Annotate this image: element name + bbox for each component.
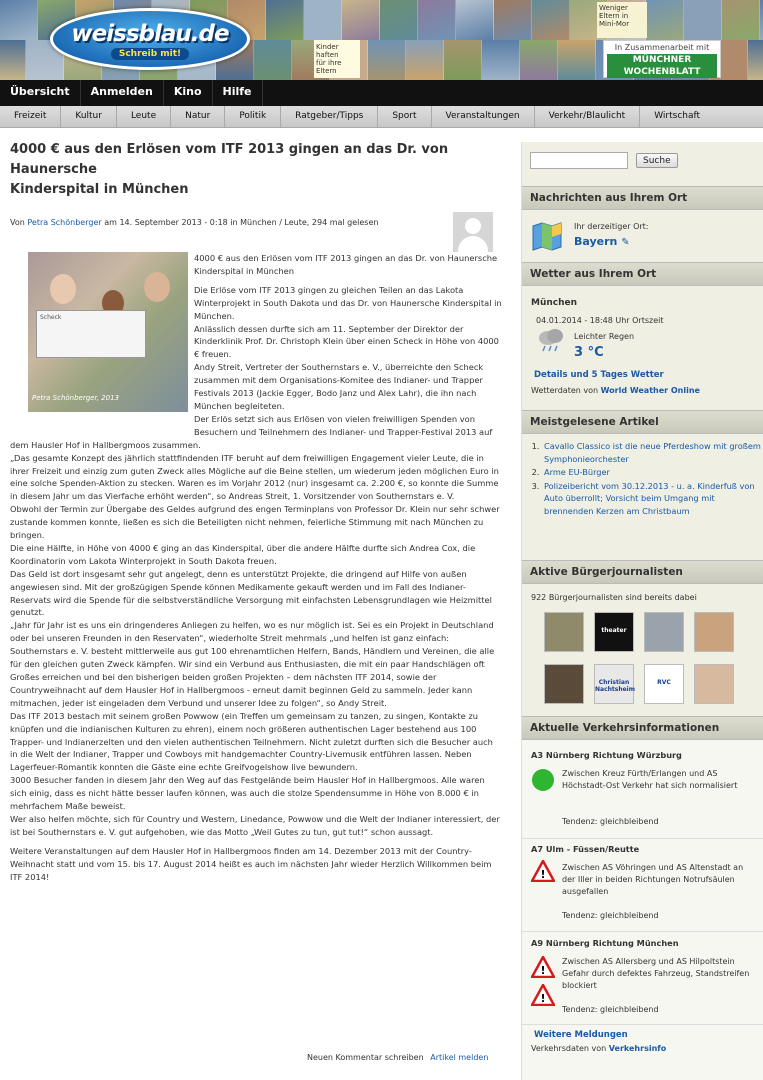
- most-read-list: [522, 434, 763, 518]
- map-icon: [531, 220, 563, 252]
- article-paragraph: Die Erlöse vom ITF 2013 gingen zu gleichen Teilen an das Lakota Winterprojekt in South Dakota und das Dr. von Haunersche Kinderspital in München.: [194, 284, 502, 321]
- category-ratgeber[interactable]: Ratgeber/Tipps: [281, 106, 378, 128]
- header-photo-tile: [482, 40, 520, 80]
- category-natur[interactable]: Natur: [171, 106, 225, 128]
- traffic-message: Zwischen AS Vöhringen und AS Altenstadt an der Iller in beiden Richtungen Notrufsäulen ausgefallen: [562, 863, 744, 896]
- journalist-avatar-label: RVC: [657, 679, 671, 686]
- header-photo-tile: [254, 40, 292, 80]
- sidebar: [521, 142, 763, 1080]
- logo-slogan: Schreib mit!: [111, 48, 189, 60]
- traffic-tendency: Tendenz: gleichbleibend: [562, 1005, 659, 1014]
- weather-city: München: [531, 298, 578, 308]
- journalist-avatar[interactable]: [644, 664, 684, 704]
- header-photo-tile: [646, 0, 684, 40]
- header-photo-tile: [494, 0, 532, 40]
- cheque-graphic: [36, 310, 146, 358]
- traffic-route: A7 Ulm - Füssen/Reutte: [531, 844, 640, 854]
- traffic-ok-icon: [531, 768, 555, 792]
- journalists-box: [522, 560, 763, 714]
- category-sport[interactable]: Sport: [378, 106, 431, 128]
- ad-text: Weniger: [599, 4, 628, 12]
- traffic-route: A9 Nürnberg Richtung München: [531, 938, 679, 948]
- most-read-link[interactable]: Arme EU-Bürger: [544, 467, 610, 478]
- nav-hilfe[interactable]: Hilfe: [213, 80, 263, 106]
- list-item: [542, 480, 763, 518]
- article-paragraph: Das Geld ist dort insgesamt sehr gut angelegt, denn es unterstützt Projekte, die dringend auf Hilfe von außen angewiesen sind. Mit der großzügigen Spende können Medikamente gekauft werden und im Fall des Indianer-Reservats wird die Spende für die selbstverständliche Versorgung mit einfachsten Lebensgrundlagen wie Heizmittel genutzt.: [10, 568, 492, 618]
- journalist-avatar[interactable]: [694, 612, 734, 652]
- article-title-line: Kinderspital in München: [10, 182, 189, 197]
- header-photo-tile: [418, 0, 456, 40]
- article-paragraph: Die eine Hälfte, in Höhe von 4000 € ging an das Kinderspital, über die andere Hälfte durfte sich Andrea Cox, die Koordinatorin vom Lakota Winterprojekt in South Dakota freuen.: [10, 542, 476, 566]
- local-news-heading: Nachrichten aus Ihrem Ort: [522, 186, 763, 210]
- byline-prefix: Von: [10, 218, 25, 227]
- header-photo-tile: [444, 40, 482, 80]
- traffic-message: Zwischen AS Allersberg und AS Hilpoltstein Gefahr durch defektes Fahrzeug, Standstreifen blockiert: [562, 957, 750, 990]
- traffic-message: Zwischen Kreuz Fürth/Erlangen und AS Höchstadt-Ost Verkehr hat sich normalisiert: [562, 769, 738, 790]
- header-photo-tile: [368, 40, 406, 80]
- site-header: [0, 0, 763, 80]
- search-button[interactable]: Suche: [636, 153, 678, 168]
- journalist-avatar[interactable]: [594, 664, 634, 704]
- ad-muenchner-wochenblatt[interactable]: [603, 40, 721, 78]
- ad-kinder-haften[interactable]: [314, 40, 360, 78]
- category-navigation: [0, 106, 763, 128]
- category-leute[interactable]: Leute: [117, 106, 171, 128]
- most-read-link[interactable]: Polizeibericht vom 30.12.2013 - u. a. Kinderfuß von Auto überrollt; Vorsicht beim Umgang mit brennenden Kerzen am Christbaum: [544, 480, 755, 516]
- edit-icon: ✎: [621, 237, 630, 248]
- warning-icon: [531, 860, 555, 882]
- article-paragraph: Wer also helfen möchte, sich für Country und Western, Linedance, Powwow und die Welt der Indianer interessiert, der ist bei Southernstars e. V. gut aufgehoben, wie das Motto „Weil Gutes zu tun, gut tut!“ schon aussagt.: [10, 813, 500, 837]
- ad-text: Eltern: [316, 67, 337, 75]
- header-photo-tile: [520, 40, 558, 80]
- journalist-avatar-label: theater: [601, 627, 627, 634]
- article-paragraph: Das ITF 2013 bestach mit seinem großen Powwow (ein Treffen um gemeinsam zu tanzen, zu singen, Kontakte zu knüpfen und die indianischen Kulturen zu ehren), einem noch größeren authentischen Lager bestehend aus 100 Trapper- und Indianerzelten und den vielen authentischen Teilnehmern. Nicht zuletzt durften sich die Besucher auch in die Welt der Indianer, Trapper und Cowboys mit handgemachter Country-Livemusik entführen lassen. Neben Lagerfeuer-Romantik konnten die Gäste eine echte Greifvogelshow live bewundern.: [10, 710, 493, 773]
- article-paragraph: 3000 Besucher fanden in diesem Jahr den Weg auf das Festgelände beim Hausler Hof in Hallbergmoos. Alle waren sich einig, dass es nicht hätte besser laufen können, was auch die stolze Spendensumme in Höhe von 8.000 € in mehrfachem Maße beweist.: [10, 775, 485, 812]
- journalists-heading: Aktive Bürgerjournalisten: [522, 560, 763, 584]
- journalist-avatar-label: Christian Nachtsheim: [595, 679, 635, 693]
- logo-brand: weissblau.de: [71, 21, 229, 47]
- search-input[interactable]: [530, 152, 628, 169]
- journalist-avatar[interactable]: [644, 612, 684, 652]
- cheque-label: Scheck: [40, 314, 62, 321]
- new-comment-link[interactable]: Neuen Kommentar schreiben: [307, 1053, 424, 1062]
- article-paragraph: „Jahr für Jahr ist es uns ein dringenderes Anliegen zu helfen, wo es nur möglich ist. Sei es ein Projekt in Deutschland oder bei unseren Freunden in den Reservaten“, wiederholte Streit mehrmals „und helfen ist ganz einfach: Southernstars e. V. besteht mittlerweile aus gut 100 ehrenamtlichen Helfern, Bands, Händlern und Vereinen, die alle für den gleichen guten Zweck kämpfen. Wir sind ein Verbund aus Enthusiasten, die mit ein paar Handschlägen oft Großes erreichen und bei den bisherigen beiden großen Projekten – dem nächsten ITF 2014, sowie der Countryweihnacht auf dem Hausler Hof in Hallbergmoos - erneut damit beginnen Geld zu sammeln. Jeder kann mitmachen, jeder ist eingeladen dem Verbund und unserer Idee zu folgen“, so Andy Streit.: [10, 620, 495, 708]
- list-item: [542, 466, 763, 479]
- traffic-heading: Aktuelle Verkehrsinformationen: [522, 716, 763, 740]
- weather-source-prefix: Wetterdaten von: [531, 386, 599, 395]
- local-news-box: [522, 186, 763, 262]
- ad-cooperation-text: In Zusammenarbeit mit: [614, 43, 710, 52]
- weather-datetime: 04.01.2014 - 18:48 Uhr Ortszeit: [536, 316, 664, 325]
- article-photo[interactable]: [28, 252, 188, 412]
- category-verkehr[interactable]: Verkehr/Blaulicht: [535, 106, 641, 128]
- category-kultur[interactable]: Kultur: [61, 106, 117, 128]
- journalist-avatar[interactable]: [694, 664, 734, 704]
- article-paragraph: „Das gesamte Konzept des jährlich stattfindenden ITF beruht auf dem freiwilligen Engagement vieler Leute, die in ihrer Freizeit und einzig zum guten Zweck alles Mögliche auf die Beine stellen, um wiederum jeden möglichen Euro in eine solche Spenden-Aktion zu stecken. Waren es im Vorjahr 2012 (nur) insgesamt ca. 2.200 €, so konnte die Summe in diesem Jahr um das Vierfache erhöht werden“, so Andreas Streit, 1. Vorsitzender von Southernstars e. V.: [10, 452, 499, 502]
- ad-text: Mini-Mor: [599, 20, 630, 28]
- author-link[interactable]: Petra Schönberger: [27, 218, 102, 227]
- photo-credit: Petra Schönberger, 2013: [32, 394, 119, 402]
- most-read-link[interactable]: Cavallo Classico ist die neue Pferdeshow mit großem Symphonieorchester: [544, 441, 761, 464]
- traffic-tendency: Tendenz: gleichbleibend: [562, 817, 659, 826]
- article-paragraph: 4000 € aus den Erlösen vom ITF 2013 gingen an das Dr. von Haunersche Kinderspital in München: [194, 253, 498, 276]
- article-paragraph: Obwohl der Termin zur Übergabe des Geldes aufgrund des engen Terminplans von Professor Dr. Klein nur sehr schwer zustande kommen konnte, ließen es sich die Beteiligten nicht nehmen, feierliche Stimmung mit nach München zu bringen.: [10, 504, 500, 541]
- nav-kino[interactable]: Kino: [164, 80, 213, 106]
- most-read-box: [522, 410, 763, 519]
- category-wirtschaft[interactable]: Wirtschaft: [654, 111, 701, 121]
- header-photo-tile: [684, 0, 722, 40]
- article-title: [10, 140, 505, 200]
- weather-details-link[interactable]: Details und 5 Tages Wetter: [534, 370, 664, 380]
- category-freizeit[interactable]: Freizeit: [0, 106, 61, 128]
- weather-source-link[interactable]: World Weather Online: [600, 386, 700, 395]
- category-veranstaltungen[interactable]: Veranstaltungen: [432, 106, 535, 128]
- report-article-link[interactable]: Artikel melden: [430, 1053, 489, 1062]
- header-photo-tile: [532, 0, 570, 40]
- warning-icon: [531, 956, 555, 978]
- header-photo-tile: [0, 0, 38, 40]
- article-footer-links: [307, 1053, 488, 1062]
- location-label: Ihr derzeitiger Ort:: [574, 222, 649, 231]
- weather-temperature: 3 °C: [574, 345, 604, 360]
- journalists-count: 922 Bürgerjournalisten sind bereits dabei: [531, 593, 697, 602]
- header-photo-tile: [456, 0, 494, 40]
- warning-icon: [531, 984, 555, 1006]
- header-photo-tile: [0, 40, 26, 80]
- header-photo-tile: [342, 0, 380, 40]
- nav-anmelden[interactable]: Anmelden: [81, 80, 164, 106]
- traffic-box: [522, 716, 763, 1080]
- traffic-source-prefix: Verkehrsdaten von: [531, 1044, 607, 1053]
- location-link[interactable]: [574, 235, 630, 248]
- ad-weniger-eltern[interactable]: [597, 2, 647, 38]
- more-traffic-link[interactable]: Weitere Meldungen: [534, 1030, 628, 1040]
- svg-text:!: !: [540, 992, 546, 1005]
- ad-text: Kinder haften: [316, 43, 339, 59]
- category-politik[interactable]: Politik: [225, 106, 281, 128]
- journalist-avatar[interactable]: [544, 612, 584, 652]
- article-paragraph: Anlässlich dessen durfte sich am 11. September der Direktor der Kinderklinik Prof. Dr. Christoph Klein über einen Scheck in Höhe von 4000 € freuen.: [194, 323, 499, 360]
- list-item: [542, 440, 763, 465]
- traffic-tendency: Tendenz: gleichbleibend: [562, 911, 659, 920]
- journalist-avatar[interactable]: [594, 612, 634, 652]
- journalist-avatar[interactable]: [544, 664, 584, 704]
- header-photo-tile: [748, 40, 763, 80]
- partner-logo-line2: WOCHENBLATT: [607, 66, 717, 78]
- traffic-source-link[interactable]: Verkehrsinfo: [608, 1044, 667, 1053]
- header-photo-tile: [558, 40, 596, 80]
- location-name: Bayern: [574, 235, 618, 248]
- byline-meta: am 14. September 2013 - 0:18 in München / Leute, 294 mal gelesen: [104, 218, 379, 227]
- partner-logo-line1: MÜNCHNER: [607, 54, 717, 66]
- traffic-route: A3 Nürnberg Richtung Würzburg: [531, 750, 682, 760]
- most-read-heading: Meistgelesene Artikel: [522, 410, 763, 434]
- header-photo-tile: [304, 0, 342, 40]
- article: [10, 128, 505, 1062]
- svg-text:!: !: [540, 964, 546, 977]
- svg-text:!: !: [540, 868, 546, 881]
- article-title-line: 4000 € aus den Erlösen vom ITF 2013 gingen an das Dr. von Haunersche: [10, 142, 449, 177]
- header-photo-tile: [266, 0, 304, 40]
- weather-heading: Wetter aus Ihrem Ort: [522, 262, 763, 286]
- weather-condition: Leichter Regen: [574, 332, 635, 341]
- traffic-source: [531, 1044, 666, 1053]
- main-navigation: [0, 80, 763, 106]
- ad-text: für ihre: [316, 59, 342, 67]
- ad-text: Eltern in: [599, 12, 629, 20]
- header-photo-tile: [722, 0, 760, 40]
- header-photo-tile: [380, 0, 418, 40]
- article-paragraph: Der Erlös setzt sich aus Erlösen von vielen freiwilligen Spenden von Besuchern und Teilnehmern des Indianer- und Trapper-Festival 2013 auf dem Hausler Hof in Hallbergmoos zusammen.: [10, 413, 493, 450]
- author-avatar[interactable]: [453, 212, 493, 252]
- nav-uebersicht[interactable]: Übersicht: [0, 80, 81, 106]
- header-photo-tile: [406, 40, 444, 80]
- rain-cloud-icon: [536, 324, 566, 354]
- weather-source: [531, 386, 700, 395]
- weather-box: [522, 262, 763, 406]
- site-logo[interactable]: [50, 8, 250, 70]
- article-paragraph: Weitere Veranstaltungen auf dem Hausler Hof in Hallbergmoos finden am 14. Dezember 2013 mit der Country-Weihnacht statt und vom 15. bis 17. August 2014 heißt es auch im nächsten Jahr wieder Herzlich Willkommen beim ITF 2014!: [10, 845, 492, 882]
- article-paragraph: Andy Streit, Vertreter der Southernstars e. V., überreichte den Scheck zusammen mit dem Organisations-Komitee des Indianer- und Trapper Festivals 2013 (Jackie Egger, Bodo Janz und Alex Lahr), die ihn nach München begleiteten.: [194, 362, 484, 411]
